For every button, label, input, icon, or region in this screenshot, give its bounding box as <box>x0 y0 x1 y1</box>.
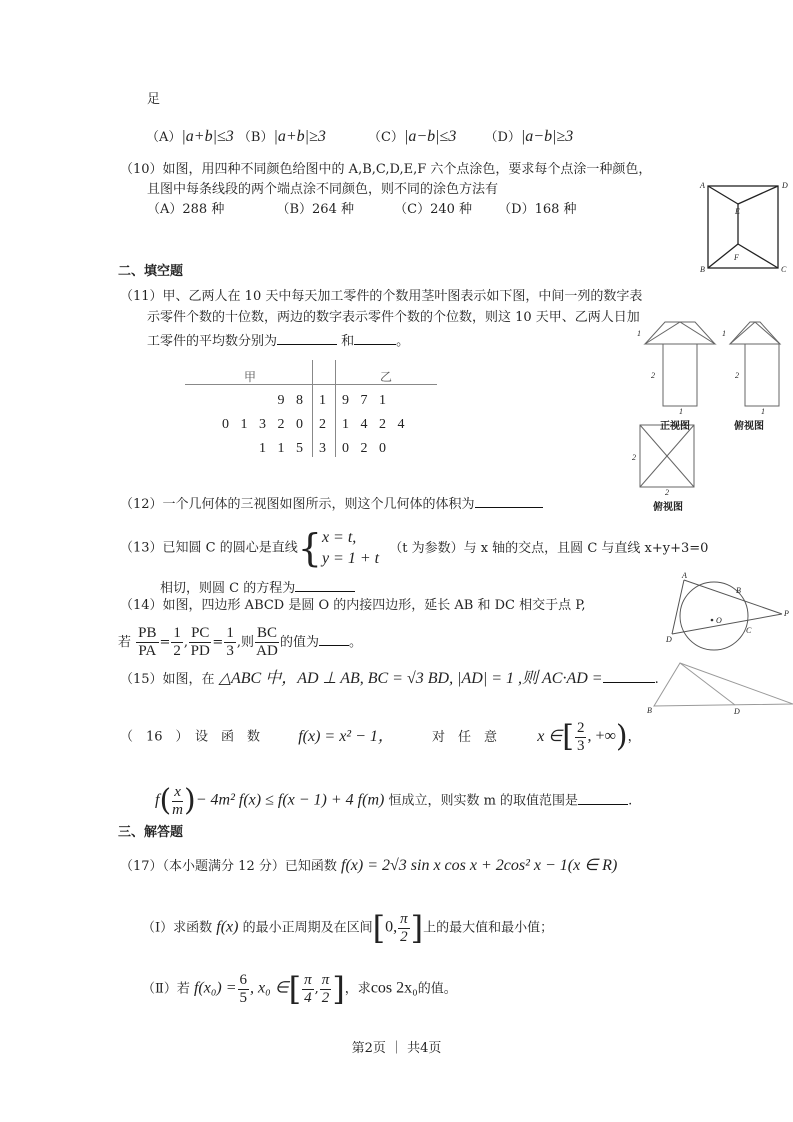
dim: 2 <box>665 488 669 497</box>
den: 3 <box>226 643 234 659</box>
den: 2 <box>173 643 181 659</box>
label-c: C <box>746 626 752 635</box>
q13-line2 <box>160 577 355 598</box>
answer-blank <box>578 790 628 805</box>
option-a: |a+b|≤3 <box>181 128 234 145</box>
option-c: （C）240 种 <box>394 202 473 217</box>
q9-options <box>146 128 573 147</box>
dim: 2 <box>632 453 636 462</box>
den: 4 <box>304 989 312 1006</box>
comma: ， <box>627 729 641 745</box>
eq: = <box>159 635 171 650</box>
q13-text-b: （t 为参数）与 x 轴的交点，且圆 C 与直线 x+y+3=0 <box>389 540 709 556</box>
den: 3 <box>576 737 585 754</box>
q11-text: 工零件的平均数分别为 <box>147 334 278 349</box>
option-a: （A）288 种 <box>147 202 225 217</box>
label-f: F <box>734 253 739 262</box>
answer-blank <box>295 577 355 592</box>
q10-line1: （10）如图，用四种不同颜色给图中的 A,B,C,D,E,F 六个点涂色，要求每个点涂一种颜色， <box>120 162 652 177</box>
page-footer: 第2页 ｜ 共4页 <box>351 1041 442 1056</box>
leaf-left: 9 8 <box>277 393 303 408</box>
dim: 2 <box>651 371 655 380</box>
table-rule <box>185 384 437 385</box>
dim: 1 <box>761 407 765 416</box>
label-a: A <box>700 181 705 190</box>
q15-line <box>120 668 659 689</box>
q10-line2: 且图中每条线段的两个端点涂不同颜色，则不同的涂色方法有 <box>147 182 499 197</box>
q17-part1: （Ⅰ）求函数 f(x) 的最小正周期及在区间[0, $\frac{\pi}{2}$ ]上的最大值和最小值； <box>142 909 554 947</box>
q13-text-c: 相切，则圆 C 的方程为 <box>160 581 296 596</box>
q17-text: （17）（本小题满分 12 分）已知函数 <box>120 859 337 874</box>
q14-ruo: 若 <box>118 635 132 650</box>
stem: 3 <box>319 441 326 456</box>
then: ,则 <box>236 635 254 650</box>
q9-tail: 足 <box>147 92 161 107</box>
label-b: B <box>736 586 741 595</box>
equation-y: y = 1 + t <box>321 550 380 567</box>
label-a: A <box>682 571 687 580</box>
label-d: D <box>782 181 788 190</box>
dim: 1 <box>722 329 726 338</box>
q14-tail: 的值为 <box>279 635 319 650</box>
num: π <box>321 971 330 988</box>
q16-text-b: 对 任 意 <box>432 729 498 745</box>
label-b: B <box>700 265 705 274</box>
num: π <box>400 910 408 927</box>
q17-function: f(x) = 2√3 sin x cos x + 2cos² x − 1(x ∈ R) <box>341 857 618 874</box>
option-a-label: （A） <box>146 130 182 145</box>
q14-line2 <box>118 625 362 660</box>
label-o: O <box>716 616 722 625</box>
option-b-label: （B） <box>237 130 274 145</box>
q16-domain: x ∈ <box>537 727 563 745</box>
stem: 1 <box>319 393 326 408</box>
den: AD <box>256 643 278 659</box>
den: PA <box>138 643 157 659</box>
num: 6 <box>239 971 248 988</box>
q15-text: （15）如图，在 <box>120 672 215 687</box>
label-d: D <box>734 707 740 716</box>
option-d: （D）168 种 <box>498 202 577 217</box>
interval-start: 0, <box>385 918 398 936</box>
answer-blank <box>319 631 349 646</box>
answer-blank <box>603 668 655 683</box>
num: π <box>304 971 312 988</box>
q11-and: 和 <box>341 334 355 349</box>
q13-line1: （13）已知圆 C 的圆心是直线{ x = t, y = 1 + t （t 为参数）与 x 轴的交点，且圆 C 与直线 x+y+3=0 <box>120 526 709 570</box>
leaf-right: 0 2 0 <box>342 441 386 456</box>
q15-math: △ABC 中，AD ⊥ AB, BC = √3 BD, |AD| = 1 ,则 AC·AD = <box>218 670 603 687</box>
option-b: |a+b|≥3 <box>273 128 326 145</box>
q16-inequality: − 4m² f(x) ≤ f(x − 1) + 4 f(m) <box>195 791 385 809</box>
den: 2 <box>321 989 330 1006</box>
top-view-caption: 俯视图 <box>653 502 683 513</box>
side-view-caption: 俯视图 <box>734 421 764 432</box>
dim: 1 <box>679 407 683 416</box>
q13-text: （13）已知圆 C 的圆心是直线 <box>120 540 298 556</box>
comma: , <box>183 635 189 650</box>
stem: 2 <box>319 417 326 432</box>
answer-blank <box>354 330 396 345</box>
q11-line2: 示零件个数的十位数，两边的数字表示零件个数的个位数，则这 10 天甲、乙两人日加 <box>147 310 640 325</box>
option-c-label: （C） <box>367 130 404 145</box>
end: . <box>654 672 659 687</box>
num: BC <box>256 625 277 641</box>
q16-line2: f( $\frac{x}{m}$ )− 4m² f(x) ≤ f(x − 1) + 4 f(m) 恒成立，则实数 m 的取值范围是 . <box>155 783 633 818</box>
label-c: C <box>781 265 787 274</box>
leaf-left: 1 1 5 <box>259 441 303 456</box>
num: x <box>174 783 181 800</box>
p2-text-b: ，求 <box>344 981 371 997</box>
p1-text: （Ⅰ）求函数 <box>142 920 213 936</box>
q16-text-c: 恒成立，则实数 m 的取值范围是 <box>388 793 579 809</box>
q17-line1 <box>120 857 617 876</box>
table-divider <box>312 360 313 457</box>
p1-fx: f(x) <box>216 918 239 936</box>
end: . <box>628 793 633 809</box>
q11-line3 <box>147 330 409 351</box>
den: 2 <box>400 928 408 945</box>
den: 5 <box>239 989 248 1006</box>
header-yi: 乙 <box>380 370 393 384</box>
section-2-heading: 二、填空题 <box>118 264 184 279</box>
leaf-right: 1 4 2 4 <box>342 417 405 432</box>
eq: = <box>212 635 224 650</box>
front-view-caption: 正视图 <box>660 421 690 432</box>
section-3-heading: 三、解答题 <box>118 825 184 840</box>
dim: 2 <box>735 371 739 380</box>
header-jia: 甲 <box>244 370 257 384</box>
option-d-label: （D） <box>484 130 521 145</box>
label-b: B <box>647 706 652 715</box>
q15-triangle-figure <box>647 660 793 716</box>
dim: 1 <box>637 329 641 338</box>
num: 2 <box>576 719 585 736</box>
q14-circle-figure <box>666 571 792 653</box>
option-b: （B）264 种 <box>276 202 354 217</box>
option-d: |a−b|≥3 <box>520 128 574 145</box>
label-e: E <box>735 207 740 216</box>
answer-blank <box>475 493 543 508</box>
option-c: |a−b|≤3 <box>403 128 457 145</box>
p2-fx: f(x₀) = <box>193 979 237 997</box>
q11-line1: （11）甲、乙两人在 10 天中每天加工零件的个数用茎叶图表示如下图，中间一列的数字表 <box>120 289 643 304</box>
q17-part2: （Ⅱ）若 f(x₀) = $\frac{6}{5}$ , x₀ ∈[ $\frac{\pi}{4}$ , $\frac{\pi}{2}$ ]，求cos 2x₀的值。 <box>142 970 457 1008</box>
num: PC <box>191 625 210 641</box>
q10-options <box>147 201 577 219</box>
table-divider <box>335 360 336 457</box>
p2-cos: cos 2x₀ <box>370 979 418 997</box>
infinity: , +∞ <box>587 727 616 745</box>
answer-blank <box>277 330 337 345</box>
label-p: P <box>784 609 789 618</box>
leaf-left: 0 1 3 2 0 <box>222 417 303 432</box>
den: m <box>172 801 184 818</box>
q16-line1: （ 16 ） 设 函 数 f(x) = x² − 1， 对 任 意 x ∈[ $\frac{2}{3}$ , +∞)， <box>120 719 641 754</box>
label-d: D <box>666 635 672 644</box>
p2-x0: , x₀ ∈ <box>250 979 289 997</box>
q16-text: （ 16 ） 设 函 数 <box>120 729 261 745</box>
q10-graph-figure <box>702 182 792 277</box>
q11-end: 。 <box>396 334 410 349</box>
p2-text-e: 的值。 <box>417 981 457 997</box>
p1-text-b: 的最小正周期及在区间 <box>242 920 373 936</box>
p2-text: （Ⅱ）若 <box>142 981 190 997</box>
q16-function: f(x) = x² − 1， <box>298 727 394 745</box>
p1-text-e: 上的最大值和最小值； <box>423 920 554 936</box>
num: 1 <box>173 625 181 641</box>
f: f <box>155 791 160 809</box>
leaf-right: 9 7 1 <box>342 393 386 408</box>
num: 1 <box>226 625 234 641</box>
den: PD <box>190 643 210 659</box>
end: 。 <box>349 635 363 650</box>
q12-question: （12）一个几何体的三视图如图所示，则这个几何体的体积为 <box>120 497 475 512</box>
num: PB <box>138 625 157 641</box>
equation-x: x = t, <box>321 529 357 546</box>
q12-text <box>120 493 543 514</box>
q14-line1: （14）如图，四边形 ABCD 是圆 O 的内接四边形，延长 AB 和 DC 相交于点 P, <box>120 598 586 613</box>
